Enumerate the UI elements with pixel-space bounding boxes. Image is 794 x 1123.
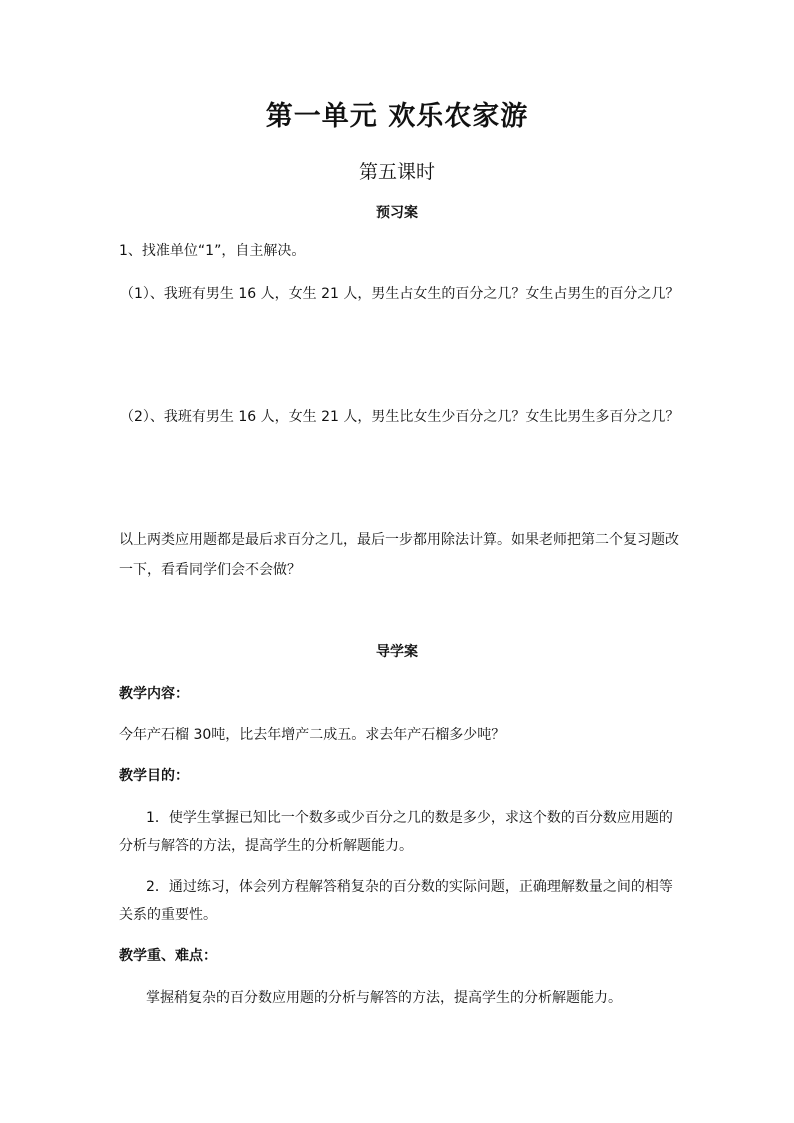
preview-section-heading: 预习案	[376, 205, 418, 221]
goal-1-line-2: 分析与解答的方法，提高学生的分析解题能力。	[119, 838, 413, 854]
preview-question-2: （2）、我班有男生 16 人，女生 21 人，男生比女生少百分之几？女生比男生多百分之几？	[120, 409, 680, 425]
teaching-content-text: 今年产石榴 30吨，比去年增产二成五。求去年产石榴多少吨？	[119, 727, 506, 743]
goal-1-line-1: 1．使学生掌握已知比一个数多或少百分之几的数是多少，求这个数的百分数应用题的	[146, 810, 673, 826]
preview-summary-line-2: 一下，看看同学们会不会做？	[119, 562, 301, 578]
key-points-text: 掌握稍复杂的百分数应用题的分析与解答的方法，提高学生的分析解题能力。	[146, 990, 622, 1006]
teaching-content-label: 教学内容：	[119, 686, 189, 702]
preview-item-1-label: 1、找准单位“1”，自主解决。	[119, 243, 306, 259]
lesson-subtitle: 第五课时	[358, 161, 435, 183]
goal-2-line-1: 2．通过练习，体会列方程解答稍复杂的百分数的实际问题，正确理解数量之间的相等	[146, 879, 673, 895]
preview-question-1: （1）、我班有男生 16 人，女生 21 人，男生占女生的百分之几？女生占男生的百分之几？	[120, 286, 680, 302]
teaching-goals-label: 教学目的：	[119, 768, 189, 784]
document-title: 第一单元 欢乐农家游	[265, 101, 529, 132]
guide-section-heading: 导学案	[376, 644, 418, 660]
goal-2-line-2: 关系的重要性。	[119, 907, 217, 923]
key-points-label: 教学重、难点：	[119, 948, 217, 964]
preview-summary-line-1: 以上两类应用题都是最后求百分之几，最后一步都用除法计算。如果老师把第二个复习题改	[119, 532, 679, 548]
